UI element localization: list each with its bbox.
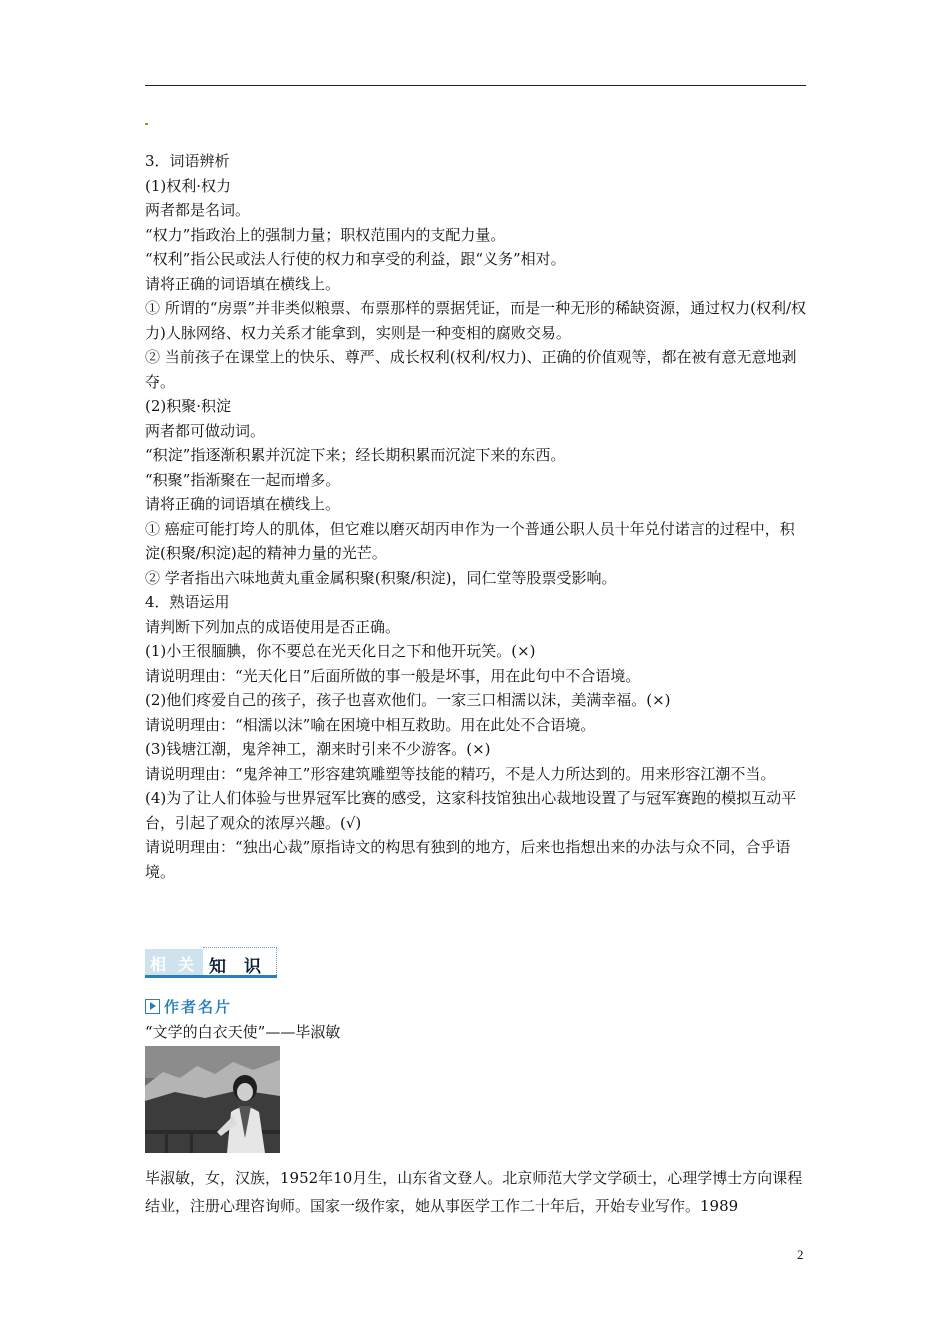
header-rule (145, 85, 806, 86)
pair-1-line: 请将正确的词语填在横线上。 (145, 274, 341, 293)
author-photo-image (145, 1046, 280, 1153)
pair-2-line: ② 学者指出六味地黄丸重金属积聚(积聚/积淀)，同仁堂等股票受影响。 (145, 568, 617, 587)
play-icon (145, 999, 160, 1014)
pair-1-line: “权利”指公民或法人行使的权力和享受的利益，跟“义务”相对。 (145, 250, 566, 268)
section-3-heading: 3．词语辨析 (145, 152, 230, 170)
pair-2-title: (2)积聚·积淀 (145, 397, 232, 415)
related-knowledge-banner (145, 947, 277, 981)
section-4-line: (1)小王很腼腆，你不要总在光天化日之下和他开玩笑。(×) (145, 642, 536, 660)
pair-2-line: 两者都可做动词。 (145, 421, 266, 440)
section-4-line: 请说明理由：“鬼斧神工”形容建筑雕塑等技能的精巧，不是人力所达到的。用来形容江潮不当。 (145, 764, 776, 783)
author-card-heading (145, 995, 232, 1017)
pair-1-line: ① 所谓的“房票”并非类似粮票、布票那样的票据凭证，而是一种无形的稀缺资源，通过权力(权利/权力)人脉网络、权力关系才能拿到，实则是一种变相的腐败交易。 (145, 299, 807, 342)
author-card-label: 作者名片 (164, 997, 233, 1016)
main-text (145, 149, 807, 884)
author-bio (145, 1164, 807, 1220)
pair-1-line: ② 当前孩子在课堂上的快乐、尊严、成长权利(权利/权力)、正确的价值观等，都在被有意无意地剥夺。 (145, 348, 797, 391)
pair-2-line: 请将正确的词语填在横线上。 (145, 495, 341, 513)
pair-1-line: 两者都是名词。 (145, 201, 251, 219)
section-4-line: (4)为了让人们体验与世界冠军比赛的感受，这家科技馆独出心裁地设置了与冠军赛跑的模拟互动平台，引起了观众的浓厚兴趣。(√) (145, 789, 797, 832)
pair-2-line: “积淀”指逐渐积累并沉淀下来；经长期积累而沉淀下来的东西。 (145, 446, 566, 464)
pair-2-line: “积聚”指渐聚在一起而增多。 (145, 470, 341, 489)
section-4-line: 请说明理由：“相濡以沫”喻在困境中相互救助。用在此处不合语境。 (145, 715, 596, 734)
banner-char: 识 (244, 957, 261, 977)
section-4-line: (3)钱塘江潮，鬼斧神工，潮来时引来不少游客。(×) (145, 740, 491, 758)
section-4-line: 请判断下列加点的成语使用是否正确。 (145, 617, 401, 636)
banner-char: 关 (178, 955, 195, 974)
author-bio-text: 毕淑敏，女，汉族，1952年10月生，山东省文登人。北京师范大学文学硕士，心理学博士方向课程结业，注册心理咨询师。国家一级作家，她从事医学工作二十年后，开始专业写作。1989 (145, 1169, 803, 1215)
section-4-line: 请说明理由：“光天化日”后面所做的事一般是坏事，用在此句中不合语境。 (145, 666, 641, 685)
page-number: 2 (797, 1247, 804, 1262)
pair-1-line: “权力”指政治上的强制力量；职权范围内的支配力量。 (145, 225, 506, 244)
banner-char: 知 (209, 957, 226, 977)
section-4-line: (2)他们疼爱自己的孩子，孩子也喜欢他们。一家三口相濡以沫，美满幸福。(×) (145, 691, 671, 709)
pair-2-line: ① 癌症可能打垮人的肌体，但它难以磨灭胡丙申作为一个普通公职人员十年兑付诺言的过程中，积淀(积聚/积淀)起的精神力量的光芒。 (145, 519, 795, 562)
pair-1-title: (1)权利·权力 (145, 176, 232, 195)
section-4-heading: 4．熟语运用 (145, 593, 230, 611)
banner-char: 相 (150, 955, 167, 974)
section-4-line: 请说明理由：“独出心裁”原指诗文的构思有独到的地方，后来也指想出来的办法与众不同，合乎语境。 (145, 838, 791, 881)
author-photo (145, 1046, 280, 1153)
decorative-dot (145, 123, 148, 125)
author-subtitle: “文学的白衣天使”——毕淑敏 (145, 1023, 341, 1041)
